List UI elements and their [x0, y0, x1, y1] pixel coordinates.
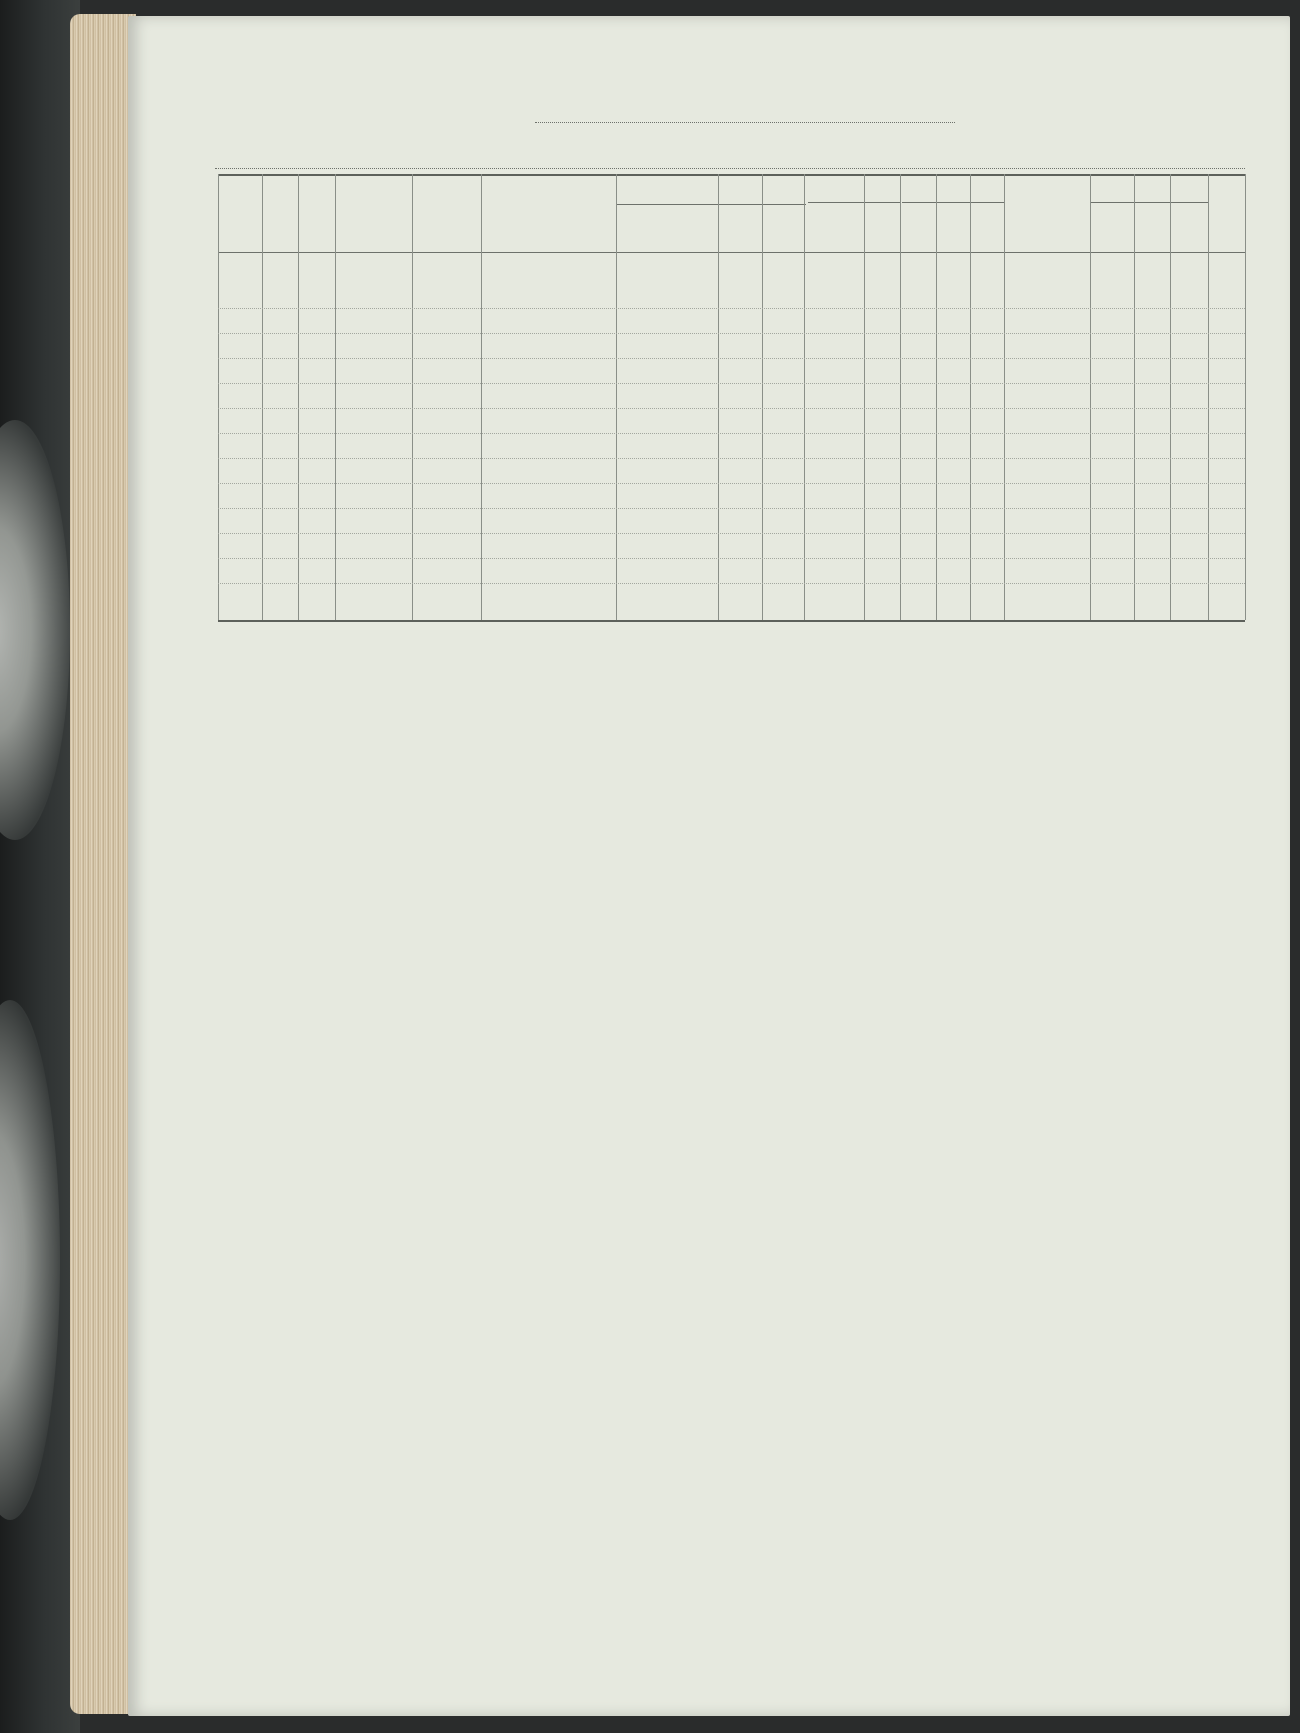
log-page	[128, 16, 1290, 1716]
column-rule	[262, 174, 263, 620]
row-rule	[218, 458, 1245, 459]
row-rule	[218, 533, 1245, 534]
column-rule	[1208, 174, 1209, 620]
row-rule	[218, 483, 1245, 484]
row-rule	[218, 333, 1245, 334]
group-rule	[808, 202, 900, 203]
row-rule	[218, 383, 1245, 384]
location-underline	[215, 168, 1245, 169]
column-rule	[1004, 174, 1005, 620]
row-rule	[218, 583, 1245, 584]
title-underline	[535, 122, 955, 123]
column-rule	[298, 174, 299, 620]
row-rule	[218, 308, 1245, 309]
group-rule	[616, 204, 806, 205]
group-rule	[902, 202, 1004, 203]
column-rule	[218, 174, 219, 620]
group-rule	[1090, 202, 1208, 203]
column-rule	[936, 174, 937, 620]
column-rule	[1134, 174, 1135, 620]
column-rule	[1245, 174, 1246, 620]
column-rule	[616, 174, 617, 620]
column-rule	[864, 174, 865, 620]
row-rule	[218, 358, 1245, 359]
column-rule	[718, 174, 719, 620]
column-rule	[481, 174, 482, 620]
row-rule	[218, 433, 1245, 434]
row-rule	[218, 408, 1245, 409]
column-rule	[804, 174, 805, 620]
column-rule	[900, 174, 901, 620]
column-rule	[335, 174, 336, 620]
page-edges	[70, 14, 136, 1714]
table-bottom-rule	[218, 620, 1245, 622]
column-rule	[412, 174, 413, 620]
column-rule	[970, 174, 971, 620]
column-rule	[1170, 174, 1171, 620]
column-rule	[762, 174, 763, 620]
row-rule	[218, 508, 1245, 509]
column-rule	[1090, 174, 1091, 620]
row-rule	[218, 558, 1245, 559]
